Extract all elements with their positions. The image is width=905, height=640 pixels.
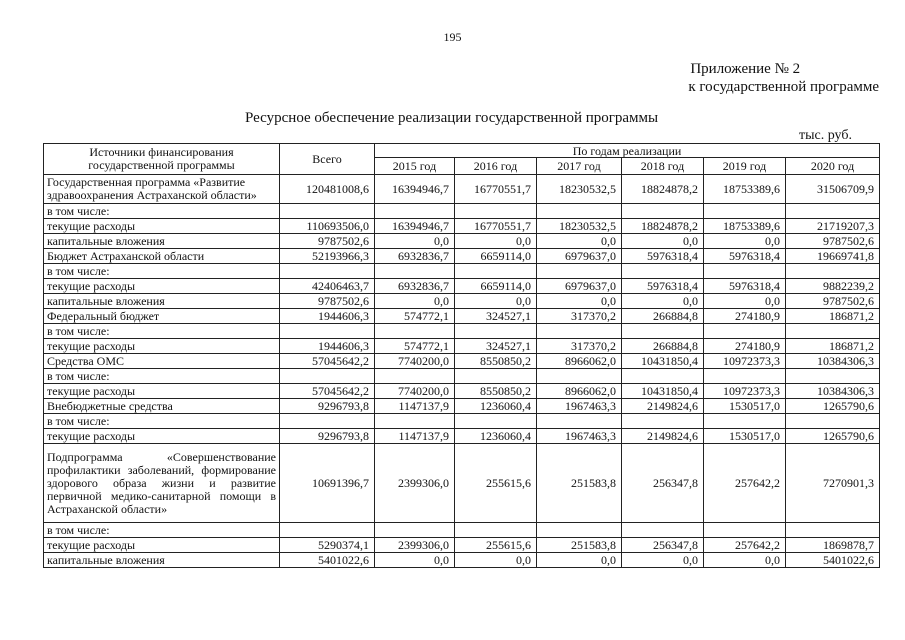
- row-label: капитальные вложения: [44, 553, 280, 568]
- row-label: текущие расходы: [44, 339, 280, 354]
- row-year-value: 186871,2: [786, 309, 880, 324]
- row-year-value: [537, 523, 622, 538]
- row-label: в том числе:: [44, 369, 280, 384]
- row-total: 9787502,6: [280, 294, 375, 309]
- row-year-value: 8550850,2: [455, 384, 537, 399]
- row-year-value: 274180,9: [704, 309, 786, 324]
- table-row: [44, 264, 880, 279]
- appendix-line-2: к государственной программе: [688, 79, 879, 95]
- table-row: [44, 309, 880, 324]
- row-year-value: 9882239,2: [786, 279, 880, 294]
- row-year-value: 317370,2: [537, 339, 622, 354]
- row-year-value: [786, 369, 880, 384]
- row-label: текущие расходы: [44, 219, 280, 234]
- row-year-value: 0,0: [455, 294, 537, 309]
- row-year-value: 257642,2: [704, 444, 786, 523]
- row-year-value: 256347,8: [622, 538, 704, 553]
- page-number: 195: [443, 30, 462, 44]
- units-label: тыс. руб.: [799, 128, 852, 143]
- row-year-value: 257642,2: [704, 538, 786, 553]
- row-year-value: 1967463,3: [537, 399, 622, 414]
- row-year-value: 8966062,0: [537, 354, 622, 369]
- row-year-value: 5976318,4: [704, 279, 786, 294]
- row-year-value: [622, 324, 704, 339]
- row-year-value: [704, 204, 786, 219]
- row-year-value: 10972373,3: [704, 384, 786, 399]
- row-label: в том числе:: [44, 414, 280, 429]
- row-year-value: 18230532,5: [537, 219, 622, 234]
- table-row: [44, 324, 880, 339]
- row-year-value: 21719207,3: [786, 219, 880, 234]
- row-total: [280, 264, 375, 279]
- header-total: Всего: [280, 144, 375, 175]
- row-year-value: 9787502,6: [786, 234, 880, 249]
- row-year-value: 274180,9: [704, 339, 786, 354]
- row-label: текущие расходы: [44, 429, 280, 444]
- row-total: 5290374,1: [280, 538, 375, 553]
- document-title: Ресурсное обеспечение реализации государственной программы: [245, 110, 659, 126]
- row-year-value: 0,0: [375, 294, 455, 309]
- row-year-value: 10972373,3: [704, 354, 786, 369]
- row-year-value: 16394946,7: [375, 175, 455, 204]
- row-year-value: 574772,1: [375, 339, 455, 354]
- row-year-value: 18753389,6: [704, 219, 786, 234]
- row-label: текущие расходы: [44, 384, 280, 399]
- row-year-value: [704, 264, 786, 279]
- row-year-value: [704, 324, 786, 339]
- row-year-value: [537, 204, 622, 219]
- table-row: [44, 538, 880, 553]
- row-year-value: 18230532,5: [537, 175, 622, 204]
- table-body: [44, 175, 880, 568]
- row-year-value: 0,0: [704, 234, 786, 249]
- table-row: [44, 523, 880, 538]
- row-year-value: 0,0: [537, 553, 622, 568]
- row-year-value: 16770551,7: [455, 175, 537, 204]
- row-year-value: [704, 523, 786, 538]
- row-year-value: 1530517,0: [704, 399, 786, 414]
- row-year-value: 0,0: [704, 294, 786, 309]
- row-year-value: 10384306,3: [786, 384, 880, 399]
- row-total: [280, 414, 375, 429]
- row-label: текущие расходы: [44, 538, 280, 553]
- row-year-value: [622, 264, 704, 279]
- row-year-value: [622, 414, 704, 429]
- row-year-value: 6979637,0: [537, 249, 622, 264]
- appendix-note: [688, 60, 879, 96]
- header-source: Источники финансирования государственной программы: [44, 144, 280, 175]
- row-year-value: 6932836,7: [375, 249, 455, 264]
- table-row: [44, 444, 880, 523]
- row-year-value: 1265790,6: [786, 429, 880, 444]
- table-row: [44, 553, 880, 568]
- row-year-value: 317370,2: [537, 309, 622, 324]
- row-year-value: 255615,6: [455, 538, 537, 553]
- row-label: Федеральный бюджет: [44, 309, 280, 324]
- row-year-value: [375, 324, 455, 339]
- row-year-value: 16770551,7: [455, 219, 537, 234]
- row-year-value: 5976318,4: [622, 249, 704, 264]
- row-year-value: [455, 369, 537, 384]
- table-row: [44, 294, 880, 309]
- row-year-value: 0,0: [375, 553, 455, 568]
- row-total: 9787502,6: [280, 234, 375, 249]
- row-year-value: 0,0: [455, 553, 537, 568]
- row-year-value: [786, 414, 880, 429]
- row-year-value: 8966062,0: [537, 384, 622, 399]
- row-year-value: [455, 264, 537, 279]
- row-year-value: 18824878,2: [622, 219, 704, 234]
- table-row: [44, 219, 880, 234]
- row-year-value: 0,0: [375, 234, 455, 249]
- row-year-value: [704, 414, 786, 429]
- row-year-value: [455, 204, 537, 219]
- row-year-value: 18824878,2: [622, 175, 704, 204]
- row-year-value: 324527,1: [455, 309, 537, 324]
- row-year-value: 255615,6: [455, 444, 537, 523]
- row-label: Средства ОМС: [44, 354, 280, 369]
- row-year-value: [704, 369, 786, 384]
- row-year-value: 9787502,6: [786, 294, 880, 309]
- row-year-value: [375, 369, 455, 384]
- row-year-value: [537, 324, 622, 339]
- row-year-value: 1869878,7: [786, 538, 880, 553]
- row-year-value: 186871,2: [786, 339, 880, 354]
- row-year-value: 10384306,3: [786, 354, 880, 369]
- row-year-value: 0,0: [622, 234, 704, 249]
- row-year-value: 1265790,6: [786, 399, 880, 414]
- row-year-value: 251583,8: [537, 444, 622, 523]
- resource-table: [43, 143, 880, 568]
- header-year: 2016 год: [455, 158, 537, 175]
- row-year-value: 31506709,9: [786, 175, 880, 204]
- table-header-row-1: [44, 144, 880, 158]
- row-year-value: 7270901,3: [786, 444, 880, 523]
- row-year-value: 6659114,0: [455, 249, 537, 264]
- row-year-value: [375, 204, 455, 219]
- row-year-value: [375, 523, 455, 538]
- row-total: 52193966,3: [280, 249, 375, 264]
- row-total: 9296793,8: [280, 429, 375, 444]
- table-row: [44, 399, 880, 414]
- header-year: 2020 год: [786, 158, 880, 175]
- row-total: 5401022,6: [280, 553, 375, 568]
- row-year-value: 0,0: [455, 234, 537, 249]
- row-year-value: 19669741,8: [786, 249, 880, 264]
- row-year-value: 2399306,0: [375, 538, 455, 553]
- row-year-value: [622, 204, 704, 219]
- row-year-value: [622, 369, 704, 384]
- row-year-value: 5976318,4: [622, 279, 704, 294]
- header-year: 2019 год: [704, 158, 786, 175]
- row-total: 57045642,2: [280, 384, 375, 399]
- header-by-years: По годам реализации: [375, 144, 880, 158]
- header-year: 2015 год: [375, 158, 455, 175]
- row-label: капитальные вложения: [44, 234, 280, 249]
- table-row: [44, 339, 880, 354]
- row-year-value: 5401022,6: [786, 553, 880, 568]
- row-label: в том числе:: [44, 264, 280, 279]
- row-year-value: 6932836,7: [375, 279, 455, 294]
- row-year-value: 10431850,4: [622, 384, 704, 399]
- row-label: в том числе:: [44, 324, 280, 339]
- table-row: [44, 354, 880, 369]
- row-year-value: 0,0: [704, 553, 786, 568]
- row-year-value: 0,0: [622, 553, 704, 568]
- row-year-value: [537, 414, 622, 429]
- table-row: [44, 414, 880, 429]
- row-total: 1944606,3: [280, 309, 375, 324]
- row-year-value: [537, 369, 622, 384]
- row-label: Государственная программа «Развитие здравоохранения Астраханской области»: [44, 175, 280, 204]
- table-row: [44, 429, 880, 444]
- row-year-value: 16394946,7: [375, 219, 455, 234]
- row-year-value: [455, 414, 537, 429]
- table-row: [44, 249, 880, 264]
- table-row: [44, 369, 880, 384]
- row-total: 42406463,7: [280, 279, 375, 294]
- row-total: [280, 324, 375, 339]
- row-label: Бюджет Астраханской области: [44, 249, 280, 264]
- row-total: 110693506,0: [280, 219, 375, 234]
- header-year: 2017 год: [537, 158, 622, 175]
- row-year-value: 6979637,0: [537, 279, 622, 294]
- row-total: [280, 204, 375, 219]
- row-year-value: 8550850,2: [455, 354, 537, 369]
- row-year-value: 1147137,9: [375, 399, 455, 414]
- row-year-value: 0,0: [537, 294, 622, 309]
- row-total: 120481008,6: [280, 175, 375, 204]
- row-label: капитальные вложения: [44, 294, 280, 309]
- table-row: [44, 234, 880, 249]
- row-total: [280, 369, 375, 384]
- row-year-value: 7740200,0: [375, 354, 455, 369]
- row-year-value: [455, 324, 537, 339]
- row-year-value: 6659114,0: [455, 279, 537, 294]
- row-year-value: 18753389,6: [704, 175, 786, 204]
- row-label: Внебюджетные средства: [44, 399, 280, 414]
- row-year-value: 251583,8: [537, 538, 622, 553]
- row-year-value: 2149824,6: [622, 399, 704, 414]
- table-row: [44, 175, 880, 204]
- row-year-value: [786, 523, 880, 538]
- row-year-value: 256347,8: [622, 444, 704, 523]
- row-year-value: 7740200,0: [375, 384, 455, 399]
- row-year-value: 1147137,9: [375, 429, 455, 444]
- header-year: 2018 год: [622, 158, 704, 175]
- row-total: [280, 523, 375, 538]
- row-total: 1944606,3: [280, 339, 375, 354]
- row-year-value: 2149824,6: [622, 429, 704, 444]
- row-year-value: [786, 204, 880, 219]
- row-total: 57045642,2: [280, 354, 375, 369]
- row-year-value: [786, 264, 880, 279]
- row-year-value: 1236060,4: [455, 429, 537, 444]
- table-row: [44, 279, 880, 294]
- row-year-value: 2399306,0: [375, 444, 455, 523]
- row-label: Подпрограмма «Совершенствование профилактики заболеваний, формирование здорового образа жизни и развитие первичной медико-санитарной помощи в Астраханской области»: [44, 444, 280, 523]
- row-year-value: [537, 264, 622, 279]
- row-year-value: [455, 523, 537, 538]
- row-label: в том числе:: [44, 204, 280, 219]
- row-year-value: 574772,1: [375, 309, 455, 324]
- row-year-value: 0,0: [537, 234, 622, 249]
- row-label: в том числе:: [44, 523, 280, 538]
- appendix-line-1: Приложение № 2: [690, 61, 801, 77]
- row-year-value: 10431850,4: [622, 354, 704, 369]
- row-year-value: 266884,8: [622, 309, 704, 324]
- row-year-value: [786, 324, 880, 339]
- row-year-value: [375, 414, 455, 429]
- row-year-value: 266884,8: [622, 339, 704, 354]
- row-year-value: 1530517,0: [704, 429, 786, 444]
- row-year-value: [622, 523, 704, 538]
- row-total: 9296793,8: [280, 399, 375, 414]
- table-row: [44, 204, 880, 219]
- table-row: [44, 384, 880, 399]
- row-label: текущие расходы: [44, 279, 280, 294]
- row-year-value: 0,0: [622, 294, 704, 309]
- row-year-value: 324527,1: [455, 339, 537, 354]
- row-year-value: 1236060,4: [455, 399, 537, 414]
- row-year-value: 5976318,4: [704, 249, 786, 264]
- row-total: 10691396,7: [280, 444, 375, 523]
- row-year-value: 1967463,3: [537, 429, 622, 444]
- row-year-value: [375, 264, 455, 279]
